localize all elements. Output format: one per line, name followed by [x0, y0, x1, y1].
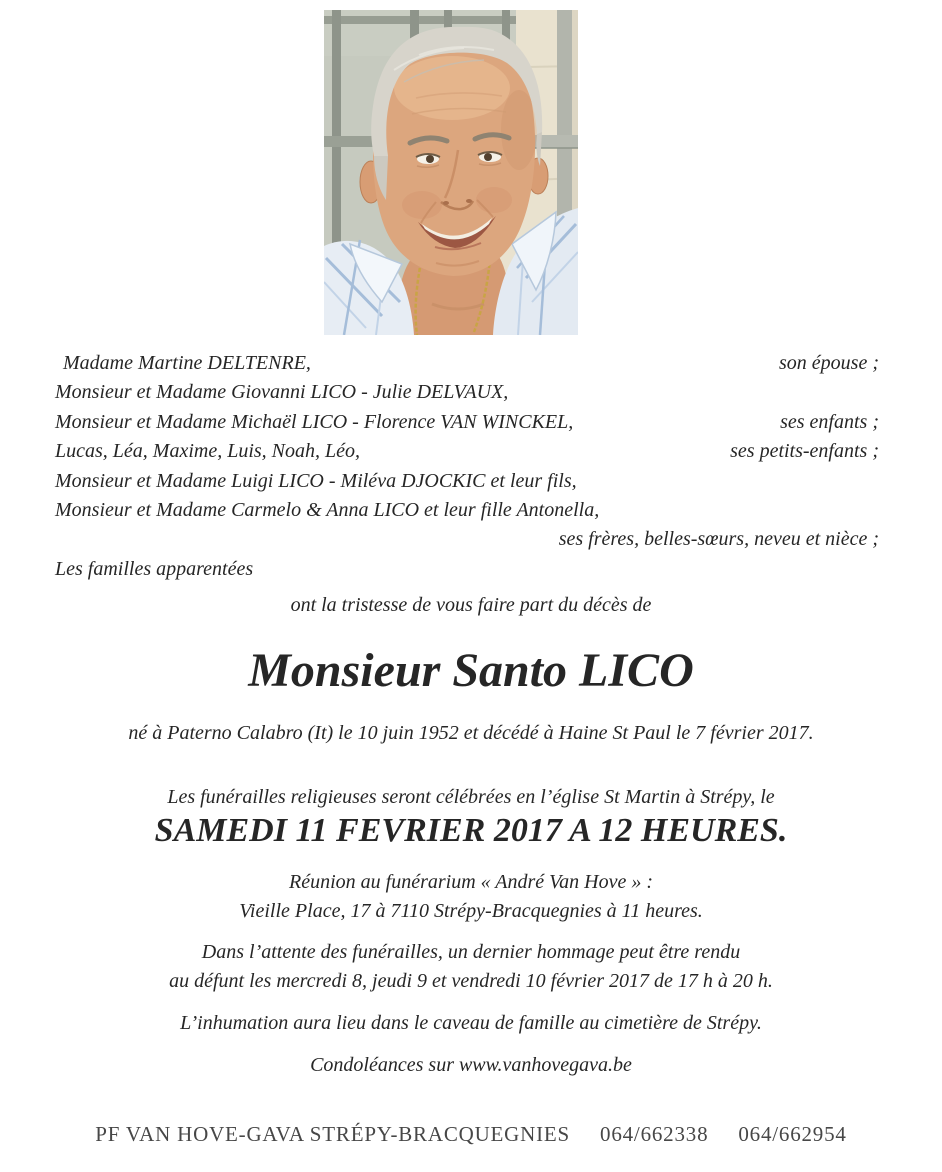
viewing-line-1: Dans l’attente des funérailles, un dernier hommage peut être rendu: [201, 941, 741, 963]
relationship-label: ses frères, belles-sœurs, neveu et nièce ;: [558, 528, 879, 551]
funeral-datetime-line: SAMEDI 11 FEVRIER 2017 A 12 HEURES.: [154, 812, 788, 849]
funeral-home-footer: [0, 1122, 942, 1147]
relationship-label: ses petits-enfants ;: [730, 440, 879, 463]
family-line: [55, 381, 879, 410]
meeting-line-1: Réunion au funérarium « André Van Hove » :: [288, 871, 654, 893]
relationship-label: ses enfants ;: [780, 410, 879, 433]
family-names: Monsieur et Madame Giovanni LICO - Julie DELVAUX,: [55, 381, 509, 404]
deceased-name: Monsieur Santo LICO: [248, 644, 694, 697]
family-line: [55, 499, 879, 528]
family-names: Monsieur et Madame Luigi LICO - Miléva DJOCKIC et leur fils,: [55, 469, 577, 492]
family-line: [55, 528, 879, 557]
condolences-line: Condoléances sur www.vanhovegava.be: [310, 1054, 632, 1076]
burial-line: L’inhumation aura lieu dans le caveau de famille au cimetière de Strépy.: [180, 1012, 762, 1034]
family-names: Monsieur et Madame Michaël LICO - Florence VAN WINCKEL,: [55, 410, 574, 433]
family-names: Les familles apparentées: [55, 557, 254, 580]
family-line: [55, 352, 879, 381]
funeral-home-name: PF VAN HOVE-GAVA STRÉPY-BRACQUEGNIES: [95, 1122, 571, 1146]
relationship-label: son épouse ;: [779, 352, 879, 374]
viewing-line-2: au défunt les mercredi 8, jeudi 9 et vendredi 10 février 2017 de 17 h à 20 h.: [169, 970, 773, 992]
family-names: Monsieur et Madame Carmelo & Anna LICO et leur fille Antonella,: [55, 498, 600, 521]
footer-phone-1: 064/662338: [600, 1122, 709, 1146]
family-line: [55, 558, 879, 587]
family-names: Madame Martine DELTENRE,: [63, 352, 311, 374]
portrait-photo: [324, 10, 578, 335]
portrait-photo-svg: [324, 10, 578, 335]
family-line: [55, 411, 879, 440]
family-list: [55, 352, 879, 587]
funeral-intro-line: Les funérailles religieuses seront célébrées en l’église St Martin à Strépy, le: [167, 786, 775, 808]
announcement-line: ont la tristesse de vous faire part du décès de: [290, 594, 652, 616]
life-dates-line: né à Paterno Calabro (It) le 10 juin 1952 et décédé à Haine St Paul le 7 février 2017.: [128, 722, 814, 744]
family-line: [55, 470, 879, 499]
family-line: [55, 440, 879, 469]
meeting-line-2: Vieille Place, 17 à 7110 Strépy-Bracquegnies à 11 heures.: [239, 900, 703, 922]
footer-phone-2: 064/662954: [738, 1122, 847, 1146]
family-names: Lucas, Léa, Maxime, Luis, Noah, Léo,: [55, 440, 360, 463]
